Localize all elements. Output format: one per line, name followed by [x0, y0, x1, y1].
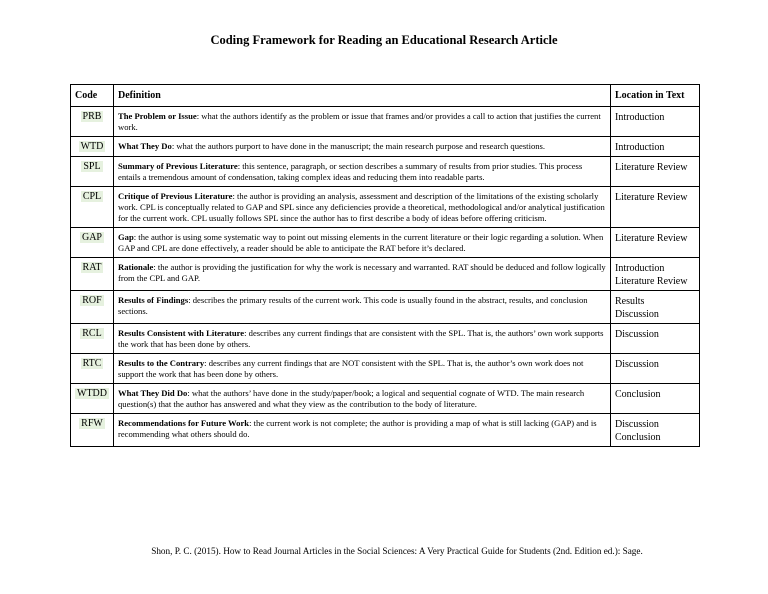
code-label: PRB	[82, 111, 102, 122]
code-cell	[71, 258, 114, 291]
definition-term: Rationale	[118, 262, 154, 272]
location-cell	[611, 324, 700, 354]
definition-text: : describes the primary results of the current work. This code is usually found in the abstract, results, and conclusion sections.	[118, 295, 588, 316]
definition-cell	[114, 228, 611, 258]
definition-cell	[114, 107, 611, 137]
definition-text: : the author is providing the justification for why the work is necessary and warranted. RAT should be deduced and follow logically from the CPL and GAP.	[118, 262, 606, 283]
definition-term: What They Do	[118, 141, 172, 151]
table-row	[71, 324, 700, 354]
table-header-row	[71, 85, 700, 107]
code-label: WTD	[80, 141, 104, 152]
table-row	[71, 384, 700, 414]
code-cell	[71, 107, 114, 137]
code-cell	[71, 324, 114, 354]
definition-term: Results Consistent with Literature	[118, 328, 245, 338]
location-entry: Literature Review	[615, 233, 688, 244]
location-cell	[611, 187, 700, 228]
definition-text: : what the authors identify as the problem or issue that frames and/or provides a call to action that justifies the current work.	[118, 111, 601, 132]
code-label: RCL	[82, 328, 102, 339]
code-label: ROF	[82, 295, 102, 306]
location-entry: Conclusion	[615, 389, 661, 400]
definition-term: Critique of Previous Literature	[118, 191, 233, 201]
definition-cell	[114, 354, 611, 384]
code-cell	[71, 414, 114, 447]
location-entry: Introduction	[615, 112, 665, 123]
table-row	[71, 107, 700, 137]
table-row	[71, 157, 700, 187]
location-entry: Literature Review	[615, 192, 688, 203]
definition-term: Summary of Previous Literature	[118, 161, 238, 171]
location-entry: Discussion	[615, 329, 659, 340]
definition-cell	[114, 137, 611, 157]
header-location: Location in Text	[611, 85, 700, 107]
definition-text: : what the authors purport to have done in the manuscript; the main research purpose and research questions.	[171, 141, 546, 151]
location-cell	[611, 157, 700, 187]
location-cell	[611, 137, 700, 157]
definition-cell	[114, 258, 611, 291]
table-row	[71, 187, 700, 228]
location-cell	[611, 414, 700, 447]
location-cell	[611, 384, 700, 414]
table-row	[71, 354, 700, 384]
location-entry: Discussion	[615, 359, 659, 370]
code-cell	[71, 384, 114, 414]
location-cell	[611, 354, 700, 384]
location-entry: Literature Review	[615, 162, 688, 173]
table-row	[71, 258, 700, 291]
table-row	[71, 291, 700, 324]
code-label: WTDD	[77, 388, 107, 399]
definition-term: Results to the Contrary	[118, 358, 205, 368]
code-cell	[71, 228, 114, 258]
location-entry: Introduction	[615, 142, 665, 153]
definition-cell	[114, 384, 611, 414]
definition-cell	[114, 291, 611, 324]
definition-cell	[114, 324, 611, 354]
definition-text: : the current work is not complete; the author is providing a map of what is still lacking (GAP) and is recommending what others should do.	[118, 418, 597, 439]
code-label: RAT	[82, 262, 102, 273]
location-entry: Literature Review	[615, 276, 688, 287]
definition-cell	[114, 157, 611, 187]
location-cell	[611, 258, 700, 291]
code-label: SPL	[83, 161, 101, 172]
definition-term: Gap	[118, 232, 134, 242]
table-row	[71, 137, 700, 157]
code-cell	[71, 291, 114, 324]
definition-cell	[114, 187, 611, 228]
coding-framework-table	[70, 84, 700, 447]
definition-text: : describes any current findings that are consistent with the SPL. That is, the authors’ own work supports the work that has been done by others.	[118, 328, 604, 349]
header-definition: Definition	[114, 85, 611, 107]
definition-text: : what the authors’ have done in the study/paper/book; a logical and sequential cognate of WTD. The main research question(s) that the author has answered and what they view as the contribution to the body of literature.	[118, 388, 585, 409]
code-label: CPL	[82, 191, 102, 202]
location-entry: Conclusion	[615, 432, 661, 443]
code-cell	[71, 157, 114, 187]
definition-cell	[114, 414, 611, 447]
location-entry: Discussion	[615, 309, 659, 320]
definition-text: : the author is using some systematic way to point out missing elements in the current literature or their logic regarding a solution. When GAP and CPL are done effectively, a reader should be able to anticipate the RAT before it’s declared.	[118, 232, 604, 253]
definition-term: Results of Findings	[118, 295, 189, 305]
code-cell	[71, 137, 114, 157]
definition-term: Recommendations for Future Work	[118, 418, 250, 428]
code-cell	[71, 187, 114, 228]
definition-term: What They Did Do	[118, 388, 188, 398]
table-row	[71, 228, 700, 258]
code-label: GAP	[81, 232, 102, 243]
document-title: Coding Framework for Reading an Educational Research Article	[210, 33, 558, 47]
definition-text: : describes any current findings that are NOT consistent with the SPL. That is, the author’s own work does not support the work that has been done by others.	[118, 358, 584, 379]
location-entry: Discussion	[615, 419, 659, 430]
location-entry: Results	[615, 296, 645, 307]
header-code: Code	[71, 85, 114, 107]
location-cell	[611, 107, 700, 137]
location-cell	[611, 291, 700, 324]
location-cell	[611, 228, 700, 258]
definition-text: : this sentence, paragraph, or section describes a summary of results from prior studies. This process entails a tremendous amount of condensation, taking complex ideas and reducing them into readable parts.	[118, 161, 583, 182]
definition-text: : the author is providing an analysis, assessment and description of the limitations of the existing scholarly work. CPL is conceptually related to GAP and SPL since any deficiencies provide a theoretical, methodological and/or analytical justification for the current work. CPL usually follows SPL since the author has to first describe a body of ideas before offering criticism.	[118, 191, 605, 223]
code-cell	[71, 354, 114, 384]
table-row	[71, 414, 700, 447]
code-label: RFW	[81, 418, 103, 429]
definition-term: The Problem or Issue	[118, 111, 197, 121]
code-label: RTC	[82, 358, 102, 369]
location-entry: Introduction	[615, 263, 665, 274]
citation: Shon, P. C. (2015). How to Read Journal Articles in the Social Sciences: A Very Practical Guide for Students (2nd. Edition ed.): Sage.	[151, 546, 643, 556]
